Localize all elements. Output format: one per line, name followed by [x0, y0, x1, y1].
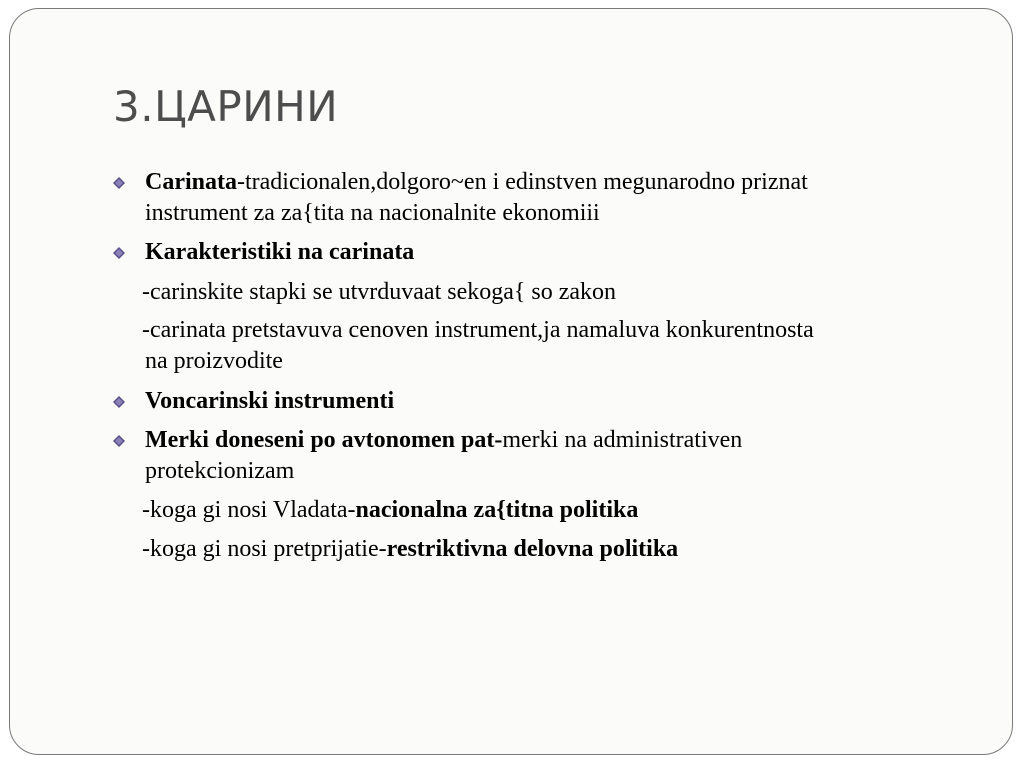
list-item [145, 168, 808, 197]
item-text: -tradicionalen,dolgoro~en i edinstven megunarodno priznat [237, 169, 808, 195]
list-item-continuation: instrument za za{tita na nacionalnite ekonomiii [145, 200, 600, 226]
item-bold-text: nacionalna za{titna politika [355, 497, 639, 523]
item-text: -koga gi nosi Vladata- [142, 497, 356, 523]
sub-item: -carinskite stapki se utvrduvaat sekoga{ so zakon [142, 279, 617, 305]
list-item-continuation: protekcionizam [145, 458, 295, 484]
diamond-bullet-icon [113, 435, 125, 447]
sub-item [142, 496, 638, 525]
diamond-bullet-icon [113, 396, 125, 408]
list-item: Voncarinski instrumenti [145, 388, 395, 414]
list-item: Karakteristiki na carinata [145, 239, 415, 265]
item-text: merki na administrativen [502, 427, 743, 453]
item-bold-text: restriktivna delovna politika [386, 536, 679, 562]
diamond-bullet-icon [113, 177, 125, 189]
item-bold-text: Merki doneseni po avtonomen pat- [145, 427, 503, 453]
item-bold-text: Carinata [145, 169, 237, 195]
list-item [145, 426, 742, 455]
sub-item-continuation: na proizvodite [145, 348, 283, 374]
sub-item: -carinata pretstavuva cenoven instrument,ja namaluva konkurentnosta [142, 317, 814, 343]
diamond-bullet-icon [113, 247, 125, 259]
item-text: -koga gi nosi pretprijatie- [142, 536, 387, 562]
sub-item [142, 535, 678, 564]
slide-title: 3.ЦАРИНИ [113, 82, 339, 131]
